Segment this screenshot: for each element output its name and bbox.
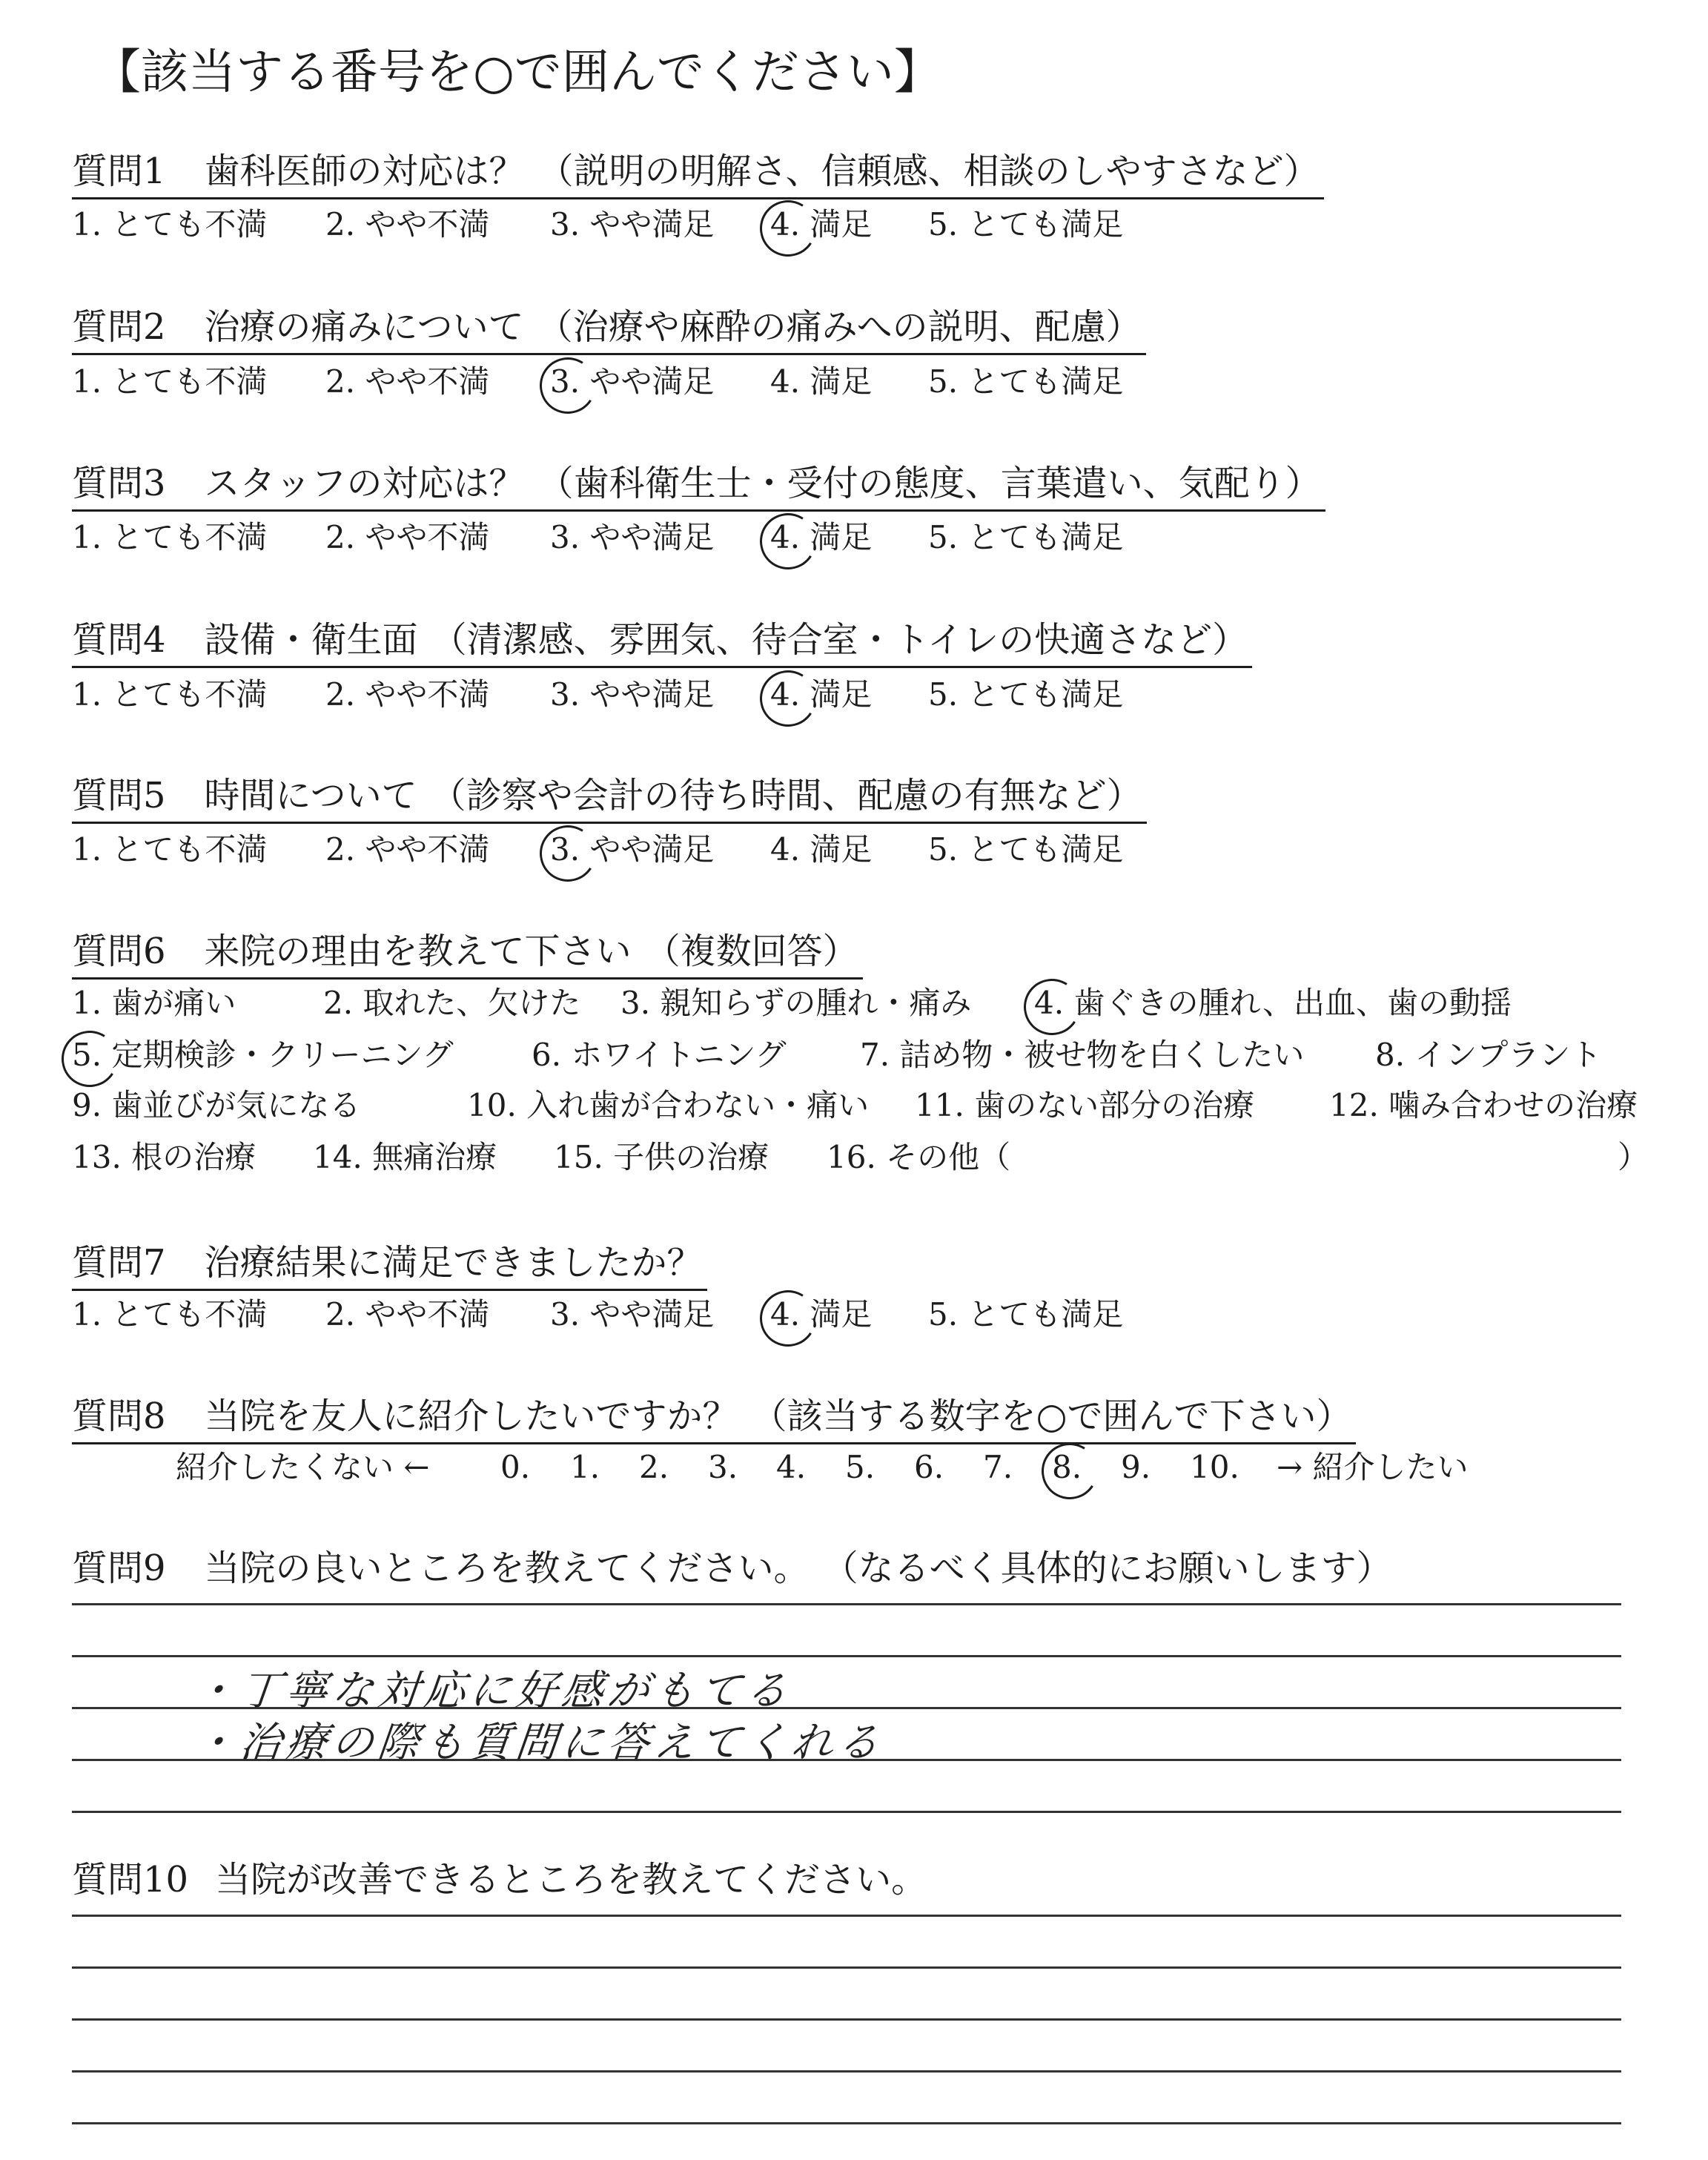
q1-option-4[interactable] (770, 202, 872, 248)
q3-sub: （歯科衛生士・受付の態度、言葉遣い、気配り） (537, 463, 1321, 504)
q5-selected-circle: 3. (550, 827, 580, 873)
q8-score-10[interactable]: 10. (1190, 1449, 1239, 1485)
q8-sub: （該当する数字を○で囲んで下さい） (751, 1396, 1352, 1437)
q7-selected-circle: 4. (770, 1292, 800, 1338)
q6-number: 質問6 (72, 931, 166, 972)
q8-score-7[interactable]: 7. (983, 1449, 1013, 1485)
q3-option-1[interactable]: 1. とても不満 (72, 519, 268, 555)
q6-reason-4-circle: 4. (1034, 980, 1064, 1026)
q2-option-1[interactable]: 1. とても不満 (72, 363, 268, 400)
q6-reason-1[interactable]: 1. 歯が痛い (72, 985, 236, 1021)
q6-reason-5[interactable] (72, 1032, 454, 1078)
q6-reason-4[interactable] (1034, 980, 1512, 1026)
q7-title: 治療結果に満足できましたか？ (204, 1242, 703, 1284)
q4-heading (72, 614, 1252, 668)
q4-option-1[interactable]: 1. とても不満 (72, 676, 268, 713)
q7-number: 質問7 (72, 1242, 166, 1284)
q6-reason-8[interactable]: 8. インプラント (1375, 1037, 1602, 1073)
q4-option-2[interactable]: 2. やや不満 (325, 676, 490, 713)
q6-reason-5-text: 定期検診・クリーニング (111, 1037, 454, 1073)
q9-handwritten-answer-2: ・治療の際も質問に答えてくれる (191, 1719, 886, 1767)
q6-heading (72, 925, 863, 980)
q7-option-4-text: 満足 (800, 1296, 873, 1332)
q8-heading (72, 1390, 1356, 1444)
q10-answer-line-4[interactable] (72, 2070, 1621, 2073)
q10-answer-line-1[interactable] (72, 1915, 1621, 1917)
q3-option-4[interactable] (770, 515, 872, 561)
q6-sub: （複数回答） (644, 931, 858, 972)
q3-number: 質問3 (72, 463, 166, 504)
q5-title: 時間について (204, 775, 417, 816)
q2-heading (72, 301, 1146, 355)
q8-score-8[interactable] (1052, 1444, 1082, 1490)
q5-option-5[interactable]: 5. とても満足 (928, 831, 1124, 868)
q3-option-5[interactable]: 5. とても満足 (928, 519, 1124, 555)
q6-reason-4-text: 歯ぐきの腫れ、出血、歯の動揺 (1073, 985, 1512, 1021)
q2-option-3[interactable] (550, 359, 714, 405)
q9-title: 当院の良いところを教えてください。 (204, 1548, 810, 1589)
q1-heading (72, 145, 1324, 199)
q2-option-5[interactable]: 5. とても満足 (928, 363, 1124, 400)
q6-reason-2[interactable]: 2. 取れた、欠けた (323, 985, 581, 1021)
q1-selected-circle: 4. (770, 202, 800, 248)
q6-reason-16[interactable]: 16. その他（ (827, 1139, 1011, 1175)
q8-score-3[interactable]: 3. (708, 1449, 738, 1485)
q1-option-5[interactable]: 5. とても満足 (928, 206, 1124, 242)
q2-selected-circle: 3. (550, 359, 580, 405)
q8-score-4[interactable]: 4. (776, 1449, 807, 1485)
q6-title: 来院の理由を教えて下さい (204, 931, 632, 972)
q3-option-2[interactable]: 2. やや不満 (325, 519, 490, 555)
q9-sub: （なるべく具体的にお願いします） (822, 1548, 1392, 1589)
q7-option-2[interactable]: 2. やや不満 (325, 1296, 490, 1332)
q3-title: スタッフの対応は？ (204, 463, 525, 504)
q6-reason-12[interactable]: 12. 噛み合わせの治療 (1329, 1087, 1638, 1123)
q3-option-3[interactable]: 3. やや満足 (550, 519, 715, 555)
q10-number: 質問10 (72, 1859, 189, 1900)
q4-option-4[interactable] (770, 672, 872, 718)
q7-option-1[interactable]: 1. とても不満 (72, 1296, 268, 1332)
q5-option-2[interactable]: 2. やや不満 (325, 831, 490, 868)
q7-option-3[interactable]: 3. やや満足 (550, 1296, 715, 1332)
q1-option-3[interactable]: 3. やや満足 (550, 206, 715, 242)
q3-option-4-text: 満足 (800, 519, 873, 555)
q6-reason-7[interactable]: 7. 詰め物・被せ物を白くしたい (860, 1037, 1305, 1073)
q9-heading (72, 1542, 1397, 1594)
q7-option-5[interactable]: 5. とても満足 (928, 1296, 1124, 1332)
q10-answer-line-5[interactable] (72, 2122, 1621, 2124)
q3-heading (72, 458, 1325, 512)
q9-handwritten-answer-1: ・丁寧な対応に好感がもてる (191, 1667, 794, 1715)
q6-reason-11[interactable]: 11. 歯のない部分の治療 (915, 1087, 1255, 1123)
q8-selected-circle: 8. (1052, 1444, 1082, 1490)
q5-heading (72, 770, 1147, 824)
q4-title: 設備・衛生面 (204, 619, 418, 661)
q10-title: 当院が改善できるところを教えてください。 (215, 1859, 927, 1900)
q8-score-2[interactable]: 2. (639, 1449, 669, 1485)
q8-score-6[interactable]: 6. (914, 1449, 944, 1485)
q1-title: 歯科医師の対応は？ (204, 151, 525, 192)
q5-option-3-text: やや満足 (580, 831, 715, 868)
q9-number: 質問9 (72, 1548, 166, 1589)
q8-title: 当院を友人に紹介したいですか？ (204, 1396, 738, 1437)
q9-answer-line-2[interactable] (72, 1655, 1621, 1657)
q1-number: 質問1 (72, 151, 166, 192)
q6-reason-13[interactable]: 13. 根の治療 (72, 1139, 256, 1175)
q8-score-0[interactable]: 0. (500, 1449, 531, 1485)
q4-number: 質問4 (72, 619, 166, 661)
q4-option-4-text: 満足 (800, 676, 873, 713)
q2-number: 質問2 (72, 306, 166, 348)
q9-answer-line-5[interactable] (72, 1811, 1621, 1813)
q2-option-2[interactable]: 2. やや不満 (325, 363, 490, 400)
q8-right-label: → 紹介したい (1277, 1449, 1469, 1485)
q6-reason-10[interactable]: 10. 入れ歯が合わない・痛い (467, 1087, 870, 1123)
q8-score-9[interactable]: 9. (1121, 1449, 1151, 1485)
q8-score-5[interactable]: 5. (845, 1449, 875, 1485)
q2-title: 治療の痛みについて (204, 306, 524, 348)
q4-sub: （清潔感、雰囲気、待合室・トイレの快適さなど） (431, 619, 1248, 661)
q6-reason-14[interactable]: 14. 無痛治療 (313, 1139, 497, 1175)
q10-answer-line-3[interactable] (72, 2018, 1621, 2021)
q6-reason-9[interactable]: 9. 歯並びが気になる (72, 1087, 361, 1123)
q3-selected-circle: 4. (770, 515, 800, 561)
q10-answer-line-2[interactable] (72, 1966, 1621, 1969)
q5-number: 質問5 (72, 775, 166, 816)
q2-option-4[interactable]: 4. 満足 (770, 363, 873, 400)
q9-answer-line-1[interactable] (72, 1603, 1621, 1605)
q4-selected-circle: 4. (770, 672, 800, 718)
q1-option-1[interactable]: 1. とても不満 (72, 206, 268, 242)
q8-score-1[interactable]: 1. (570, 1449, 600, 1485)
q6-reason-5-circle: 5. (72, 1032, 102, 1078)
q4-option-5[interactable]: 5. とても満足 (928, 676, 1124, 713)
q1-option-2[interactable]: 2. やや不満 (325, 206, 490, 242)
q6-reason-3[interactable]: 3. 親知らずの腫れ・痛み (620, 985, 972, 1021)
page-title: 【該当する番号を○で囲んでください】 (93, 45, 941, 100)
q2-option-3-text: やや満足 (580, 363, 715, 400)
q5-option-4[interactable]: 4. 満足 (770, 831, 873, 868)
q6-other-close-paren: ） (1618, 1139, 1649, 1175)
q5-sub: （診察や会計の待ち時間、配慮の有無など） (430, 775, 1142, 816)
q10-heading (72, 1854, 931, 1906)
q7-option-4[interactable] (770, 1292, 872, 1338)
q2-sub: （治療や麻酔の痛みへの説明、配慮） (537, 306, 1142, 348)
q5-option-3[interactable] (550, 827, 714, 873)
q1-option-4-text: 満足 (800, 206, 873, 242)
q8-number: 質問8 (72, 1396, 166, 1437)
q1-sub: （説明の明解さ、信頼感、相談のしやすさなど） (537, 151, 1320, 192)
q6-reason-15[interactable]: 15. 子供の治療 (554, 1139, 769, 1175)
q4-option-3[interactable]: 3. やや満足 (550, 676, 715, 713)
q5-option-1[interactable]: 1. とても不満 (72, 831, 268, 868)
q7-heading (72, 1237, 707, 1291)
q8-left-label: 紹介したくない ← (176, 1449, 430, 1485)
q6-reason-6[interactable]: 6. ホワイトニング (532, 1037, 787, 1073)
